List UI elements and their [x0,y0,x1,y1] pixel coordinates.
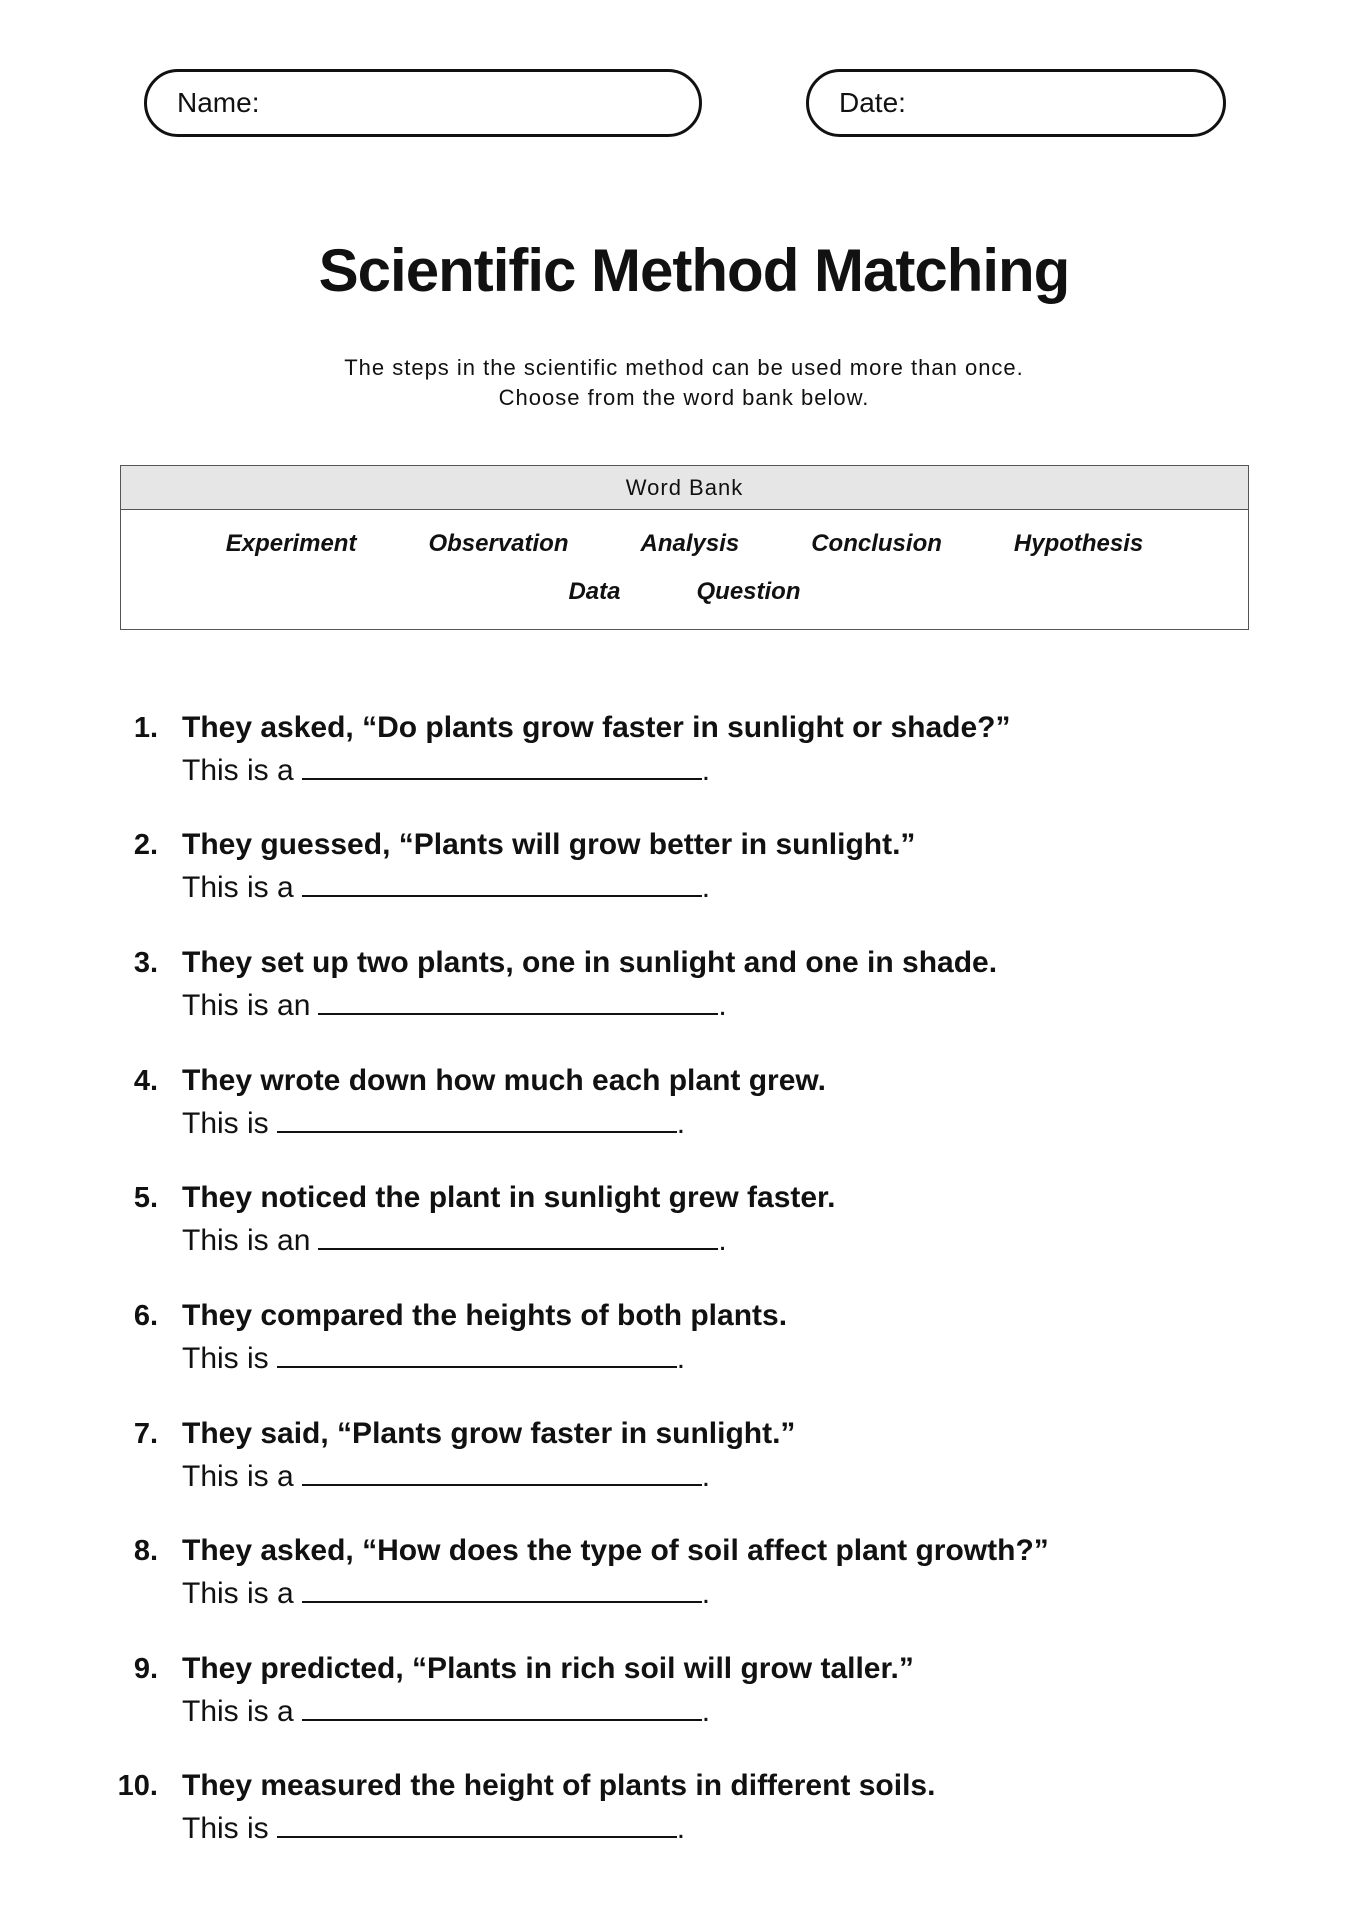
answer-prompt: This is a [182,1577,294,1610]
answer-end: . [701,871,711,904]
question-text: They asked, “Do plants grow faster in sunlight or shade?” [182,711,1011,744]
answer-line [182,1101,685,1144]
word-bank-term: Analysis [640,530,740,557]
answer-prompt: This is an [182,1224,311,1257]
answer-end: . [718,1224,727,1257]
answer-line [182,1454,710,1497]
word-bank [120,465,1249,630]
answer-line [182,983,727,1026]
answer-end: . [701,1695,711,1728]
question-text: They noticed the plant in sunlight grew faster. [182,1181,836,1214]
word-bank-term: Observation [428,530,569,557]
word-bank-header: Word Bank [121,466,1248,510]
question-number: 2. [133,829,158,861]
answer-blank[interactable] [318,1218,718,1250]
word-bank-term: Hypothesis [1013,530,1144,557]
word-bank-term: Data [568,578,621,605]
question-text: They asked, “How does the type of soil affect plant growth?” [182,1534,1049,1567]
answer-line [182,1689,710,1732]
word-bank-term: Question [696,578,801,605]
question-number: 10. [117,1770,158,1802]
answer-blank[interactable] [302,1571,702,1603]
question-number: 5. [133,1182,158,1214]
answer-end: . [718,989,727,1022]
answer-blank[interactable] [302,748,702,780]
question-number: 6. [133,1300,158,1332]
answer-line [182,1218,727,1261]
answer-prompt: This is a [182,1460,294,1493]
name-label: Name: [177,87,260,118]
answer-prompt: This is [182,1342,269,1375]
answer-prompt: This is [182,1107,269,1140]
answer-end: . [701,1577,711,1610]
question-text: They guessed, “Plants will grow better in sunlight.” [182,828,916,861]
question-number: 9. [133,1653,158,1685]
word-bank-term: Experiment [225,530,357,557]
question-text: They measured the height of plants in different soils. [182,1769,936,1802]
answer-prompt: This is an [182,989,311,1022]
question-text: They wrote down how much each plant grew. [182,1064,826,1097]
question-number: 1. [133,712,158,744]
answer-line [182,748,710,791]
answer-blank[interactable] [302,1454,702,1486]
question-number: 4. [133,1065,158,1097]
answer-line [182,865,710,908]
answer-blank[interactable] [277,1806,677,1838]
answer-blank[interactable] [277,1101,677,1133]
answer-end: . [701,754,711,787]
question-text: They said, “Plants grow faster in sunlight.” [182,1417,796,1450]
answer-prompt: This is a [182,871,294,904]
instructions [0,353,1358,413]
question-number: 3. [133,947,158,979]
answer-blank[interactable] [302,1689,702,1721]
question-text: They predicted, “Plants in rich soil will grow taller.” [182,1652,914,1685]
date-label: Date: [839,87,906,118]
name-field[interactable] [144,69,702,137]
answer-line [182,1336,685,1379]
word-bank-term: Conclusion [811,530,942,557]
question-text: They set up two plants, one in sunlight and one in shade. [182,946,998,979]
instructions-line-2: Choose from the word bank below. [498,385,870,410]
answer-blank[interactable] [277,1336,677,1368]
answer-blank[interactable] [302,865,702,897]
question-text: They compared the heights of both plants. [182,1299,788,1332]
answer-prompt: This is [182,1812,269,1845]
answer-end: . [676,1107,686,1140]
answer-line [182,1571,710,1614]
question-number: 7. [133,1418,158,1450]
page-title: Scientific Method Matching [318,237,1070,304]
answer-line [182,1806,685,1849]
word-bank-row-2 [121,578,1248,606]
answer-prompt: This is a [182,754,294,787]
answer-end: . [676,1812,686,1845]
instructions-line-1: The steps in the scientific method can be used more than once. [344,355,1024,380]
answer-blank[interactable] [318,983,718,1015]
answer-prompt: This is a [182,1695,294,1728]
answer-end: . [676,1342,686,1375]
answer-end: . [701,1460,711,1493]
word-bank-row-1 [121,530,1248,558]
question-number: 8. [133,1535,158,1567]
date-field[interactable] [806,69,1226,137]
